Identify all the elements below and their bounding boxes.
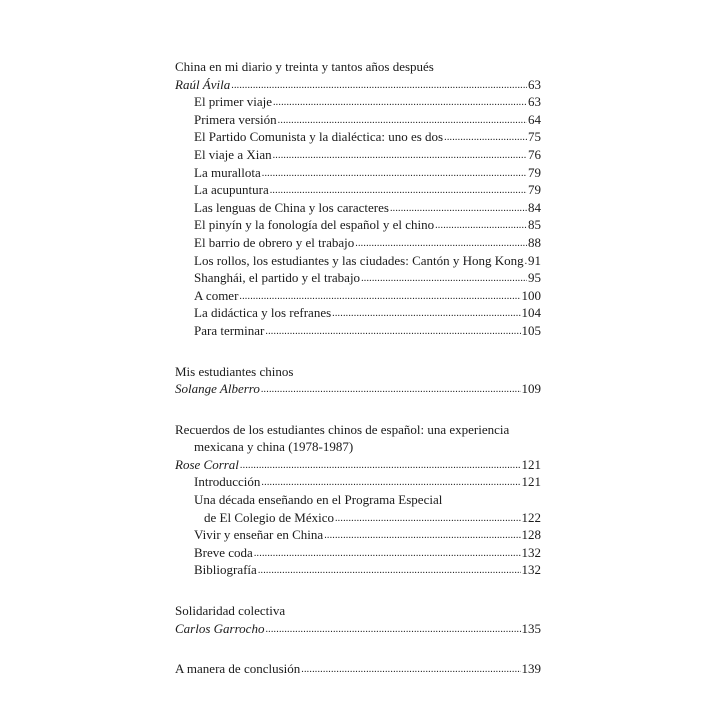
dot-leader [273, 93, 527, 111]
dot-leader [525, 252, 527, 270]
dot-leader [335, 509, 521, 527]
toc-entry [175, 216, 541, 234]
chapter-author: Carlos Garrocho [175, 620, 265, 636]
toc-entry [175, 164, 541, 182]
chapter-title-continued: mexicana y china (1978-1987) [194, 439, 354, 455]
chapter-author: Solange Alberro [175, 381, 260, 397]
page-number: 84 [528, 199, 541, 215]
toc-entry [175, 544, 541, 562]
toc-entry [175, 660, 541, 678]
dot-leader [239, 287, 520, 305]
toc-entry [175, 322, 541, 340]
entry-label: Las lenguas de China y los caracteres [194, 199, 389, 215]
toc-entry [175, 199, 541, 217]
page-number: 75 [528, 129, 541, 145]
page-number: 105 [521, 322, 541, 338]
dot-leader [332, 304, 520, 322]
page-number: 63 [528, 94, 541, 110]
entry-label-line1: Una década enseñando en el Programa Especial [194, 492, 443, 508]
toc-entry [175, 252, 541, 270]
toc-entry [175, 128, 541, 146]
chapter-title: Recuerdos de los estudiantes chinos de español: una experiencia [175, 421, 510, 437]
entry-label: El barrio de obrero y el trabajo [194, 234, 355, 250]
toc-entry [175, 561, 541, 579]
entry-label: El viaje a Xian [194, 146, 272, 162]
dot-leader [258, 561, 521, 579]
dot-leader [261, 380, 521, 398]
entry-label: Los rollos, los estudiantes y las ciudades: Cantón y Hong Kong [194, 252, 524, 268]
toc-entry [175, 146, 541, 164]
entry-label: Primera versión [194, 111, 277, 127]
chapter-title: A manera de conclusión [175, 661, 301, 677]
chapter-title: Solidaridad colectiva [175, 603, 286, 619]
dot-leader [355, 234, 527, 252]
dot-leader [231, 76, 527, 94]
toc-entry [175, 287, 541, 305]
entry-label: El Partido Comunista y la dialéctica: uno es dos [194, 129, 444, 145]
page-number: 135 [521, 620, 541, 636]
chapter-title: Mis estudiantes chinos [175, 363, 294, 379]
page-number: 88 [528, 234, 541, 250]
page-number: 121 [521, 456, 541, 472]
toc-entry [175, 473, 541, 491]
page-number: 95 [528, 270, 541, 286]
toc-entry [175, 526, 541, 544]
dot-leader [324, 526, 520, 544]
chapter-author-row [175, 620, 541, 638]
chapter-author: Raúl Ávila [175, 76, 231, 92]
toc-section [175, 363, 541, 398]
toc-section [175, 660, 541, 678]
page-number: 100 [521, 287, 541, 303]
dot-leader [390, 199, 527, 217]
entry-label: La acupuntura [194, 182, 269, 198]
entry-label: Para terminar [194, 322, 265, 338]
page-number: 79 [528, 164, 541, 180]
dot-leader [240, 456, 521, 474]
dot-leader [273, 146, 527, 164]
page-number: 109 [521, 381, 541, 397]
entry-label: El pinyín y la fonología del español y el chino [194, 217, 435, 233]
entry-label: La murallota [194, 164, 261, 180]
entry-label: Vivir y enseñar en China [194, 527, 324, 543]
table-of-contents [175, 58, 541, 701]
dot-leader [278, 111, 527, 129]
dot-leader [261, 473, 520, 491]
entry-label: de El Colegio de México [204, 509, 334, 525]
dot-leader [270, 181, 527, 199]
dot-leader [265, 322, 520, 340]
chapter-author-row [175, 380, 541, 398]
entry-label: Bibliografía [194, 562, 257, 578]
chapter-author-row [175, 456, 541, 474]
entry-label: La didáctica y los refranes [194, 305, 332, 321]
page-number: 132 [521, 562, 541, 578]
toc-entry [175, 509, 541, 527]
page-number: 85 [528, 217, 541, 233]
toc-entry [175, 304, 541, 322]
toc-entry [175, 181, 541, 199]
toc-section [175, 602, 541, 637]
page-number: 121 [521, 474, 541, 490]
dot-leader [435, 216, 527, 234]
dot-leader [444, 128, 527, 146]
entry-label: El primer viaje [194, 94, 272, 110]
page-number: 76 [528, 146, 541, 162]
page-number: 79 [528, 182, 541, 198]
chapter-author: Rose Corral [175, 456, 239, 472]
page-number: 91 [528, 252, 541, 268]
entry-label: Breve coda [194, 544, 253, 560]
toc-entry [175, 269, 541, 287]
page-number: 64 [528, 111, 541, 127]
toc-section [175, 58, 541, 340]
dot-leader [265, 620, 520, 638]
page-number: 104 [521, 305, 541, 321]
page-number: 139 [521, 661, 541, 677]
toc-section [175, 421, 541, 579]
dot-leader [254, 544, 521, 562]
entry-label: A comer [194, 287, 239, 303]
toc-entry [175, 111, 541, 129]
dot-leader [361, 269, 527, 287]
dot-leader [262, 164, 527, 182]
toc-entry [175, 234, 541, 252]
chapter-title: China en mi diario y treinta y tantos años después [175, 59, 434, 74]
entry-label: Introducción [194, 474, 261, 490]
page-number: 128 [521, 527, 541, 543]
page-number: 63 [528, 76, 541, 92]
entry-label: Shanghái, el partido y el trabajo [194, 270, 361, 286]
page-number: 132 [521, 544, 541, 560]
page-number: 122 [521, 509, 541, 525]
chapter-author-row [175, 76, 541, 94]
dot-leader [301, 660, 520, 678]
toc-entry [175, 93, 541, 111]
